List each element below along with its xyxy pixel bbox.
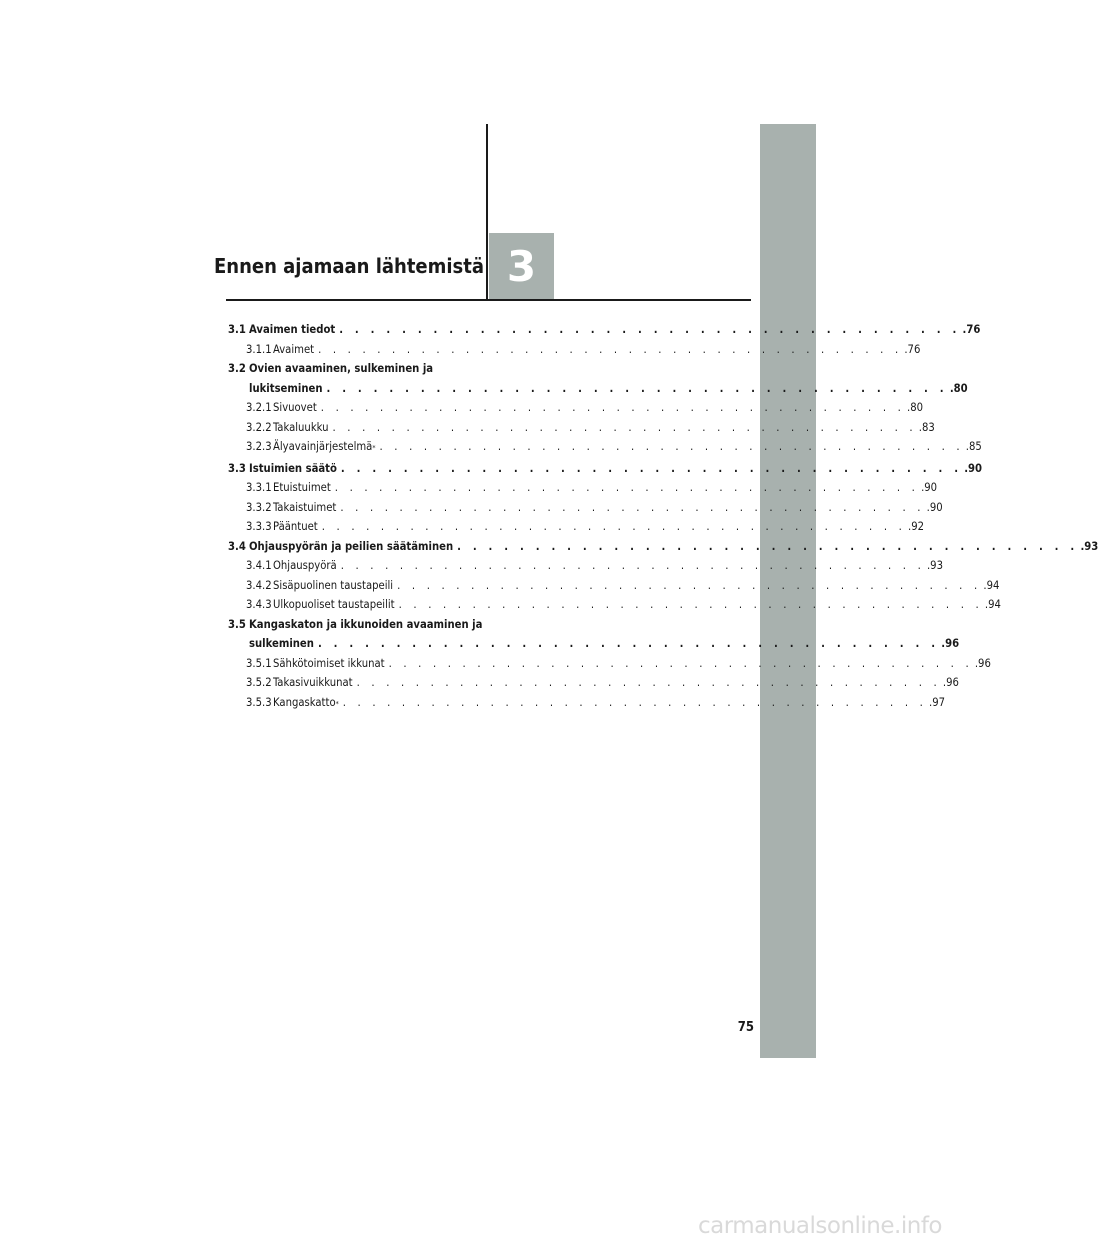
- toc-entry-title: sulkeminen: [249, 637, 314, 650]
- toc-dot-leader: [337, 459, 962, 479]
- toc-dot-leader: [317, 398, 905, 418]
- toc-dot-leader: [331, 478, 919, 498]
- toc-dot-leader: [322, 379, 947, 399]
- chapter-title: Ennen ajamaan lähtemistä: [213, 254, 484, 278]
- toc-subsection-entry[interactable]: [228, 576, 1000, 596]
- toc-entry-number: 3.2.2: [246, 420, 272, 434]
- toc-entry-title: Avaimet: [273, 342, 315, 356]
- toc-entry-title: Ulkopuoliset taustapeilit: [273, 598, 395, 611]
- toc-entry-page: .96: [974, 656, 991, 670]
- toc-entry-title: Takaistuimet: [273, 500, 337, 514]
- toc-entry-page: .96: [942, 676, 959, 689]
- toc-entry-page: .92: [908, 520, 925, 533]
- toc-entry-title: Pääntuet: [273, 520, 318, 533]
- toc-entry-page: .93: [1080, 539, 1098, 553]
- chapter-number-badge: [489, 233, 554, 300]
- toc-dot-leader: [393, 576, 981, 596]
- header-horizontal-rule: [226, 299, 751, 301]
- toc-subsection-entry[interactable]: [228, 693, 946, 715]
- toc-entry-asterisk: *: [372, 444, 376, 452]
- toc-entry-number: 3.4.1: [246, 559, 272, 572]
- toc-entry-page: .94: [983, 578, 1000, 592]
- toc-entry-number: 3.2.1: [246, 401, 272, 414]
- toc-subsection-entry[interactable]: [228, 517, 925, 537]
- toc-entry-title: Älyavainjärjestelmä: [273, 440, 373, 453]
- toc-entry-number: 3.5.3: [246, 695, 272, 709]
- toc-entry-title: Etuistuimet: [273, 481, 331, 494]
- toc-entry-title: Sivuovet: [273, 401, 317, 414]
- toc-entry-number: 3.3: [228, 461, 246, 475]
- toc-entry-page: .96: [941, 637, 960, 650]
- toc-section-entry[interactable]: [228, 359, 968, 398]
- toc-dot-leader: [329, 418, 917, 438]
- toc-entry-title: Kangaskatto: [273, 695, 336, 709]
- toc-entry-number: 3.4: [228, 539, 246, 553]
- toc-entry-title: Avaimen tiedot: [249, 323, 336, 336]
- toc-entry-page: .90: [964, 461, 983, 475]
- toc-subsection-entry[interactable]: [228, 498, 943, 518]
- toc-section-entry[interactable]: [228, 615, 960, 654]
- toc-entry-title: Ohjauspyörän ja peilien säätäminen: [249, 539, 454, 553]
- toc-entry-title: Kangaskaton ja ikkunoiden avaaminen ja: [249, 617, 483, 631]
- toc-entry-number: 3.1: [228, 323, 246, 336]
- toc-entry-number: 3.3.3: [246, 520, 272, 533]
- toc-entry-number: 3.1.1: [246, 342, 272, 356]
- toc-dot-leader: [453, 537, 1078, 557]
- page-number: 75: [737, 1020, 754, 1035]
- toc-section-entry[interactable]: [228, 459, 983, 479]
- toc-dot-leader: [318, 517, 906, 537]
- toc-entry-number: 3.5.1: [246, 656, 272, 670]
- toc-dot-leader: [336, 498, 924, 518]
- toc-entry-page: .93: [926, 559, 943, 572]
- toc-entry-page: .80: [907, 401, 924, 414]
- toc-dot-leader: [339, 693, 927, 713]
- toc-entry-title: lukitseminen: [249, 381, 323, 395]
- toc-subsection-entry[interactable]: [228, 478, 938, 498]
- toc-entry-number: 3.4.3: [246, 598, 272, 611]
- toc-entry-number: 3.3.1: [246, 481, 272, 494]
- toc-entry-title: Ovien avaaminen, sulkeminen ja: [249, 362, 434, 375]
- toc-subsection-entry[interactable]: [228, 595, 1001, 615]
- toc-entry-number: 3.4.2: [246, 578, 272, 592]
- toc-entry-title: Sisäpuolinen taustapeili: [273, 578, 394, 592]
- toc-subsection-entry[interactable]: [228, 398, 924, 418]
- toc-entry-title: Takasivuikkunat: [273, 676, 353, 689]
- chapter-number: 3: [506, 242, 537, 291]
- toc-entry-page: .85: [965, 440, 982, 453]
- toc-entry-title: Sähkötoimiset ikkunat: [273, 656, 385, 670]
- watermark: carmanualsonline.info: [697, 1213, 942, 1239]
- toc-subsection-entry[interactable]: [228, 654, 991, 674]
- toc-entry-page: .97: [929, 695, 946, 709]
- toc-entry-page: .76: [904, 342, 921, 356]
- toc-entry-page: .90: [926, 500, 943, 514]
- toc-entry-number: 3.5: [228, 617, 246, 631]
- toc-entry-page: .80: [949, 381, 968, 395]
- toc-dot-leader: [337, 556, 925, 576]
- toc-entry-page: .94: [984, 598, 1001, 611]
- toc-subsection-entry[interactable]: [228, 673, 959, 693]
- toc-entry-number: 3.5.2: [246, 676, 272, 689]
- toc-entry-number: 3.2: [228, 362, 246, 375]
- toc-entry-page: .76: [962, 323, 981, 336]
- table-of-contents: [228, 320, 1098, 714]
- toc-dot-leader: [376, 437, 964, 457]
- toc-dot-leader: [314, 634, 939, 654]
- toc-dot-leader: [395, 595, 983, 615]
- toc-entry-page: .90: [921, 481, 938, 494]
- toc-dot-leader: [335, 320, 960, 340]
- toc-entry-title: Istuimien säätö: [249, 461, 337, 475]
- toc-entry-asterisk: *: [335, 699, 339, 708]
- toc-entry-title: Ohjauspyörä: [273, 559, 337, 572]
- toc-subsection-entry[interactable]: [228, 418, 935, 438]
- toc-subsection-entry[interactable]: [228, 556, 943, 576]
- toc-entry-page: .83: [918, 420, 935, 434]
- toc-dot-leader: [353, 673, 941, 693]
- toc-dot-leader: [385, 654, 973, 674]
- toc-dot-leader: [314, 340, 902, 360]
- toc-entry-number: 3.2.3: [246, 440, 272, 453]
- toc-entry-title: Takaluukku: [273, 420, 329, 434]
- toc-section-entry[interactable]: [228, 537, 1098, 557]
- header-vertical-rule: [486, 124, 488, 300]
- toc-subsection-entry[interactable]: [228, 340, 921, 360]
- toc-entry-number: 3.3.2: [246, 500, 272, 514]
- toc-subsection-entry[interactable]: [228, 437, 982, 459]
- toc-section-entry[interactable]: [228, 320, 981, 340]
